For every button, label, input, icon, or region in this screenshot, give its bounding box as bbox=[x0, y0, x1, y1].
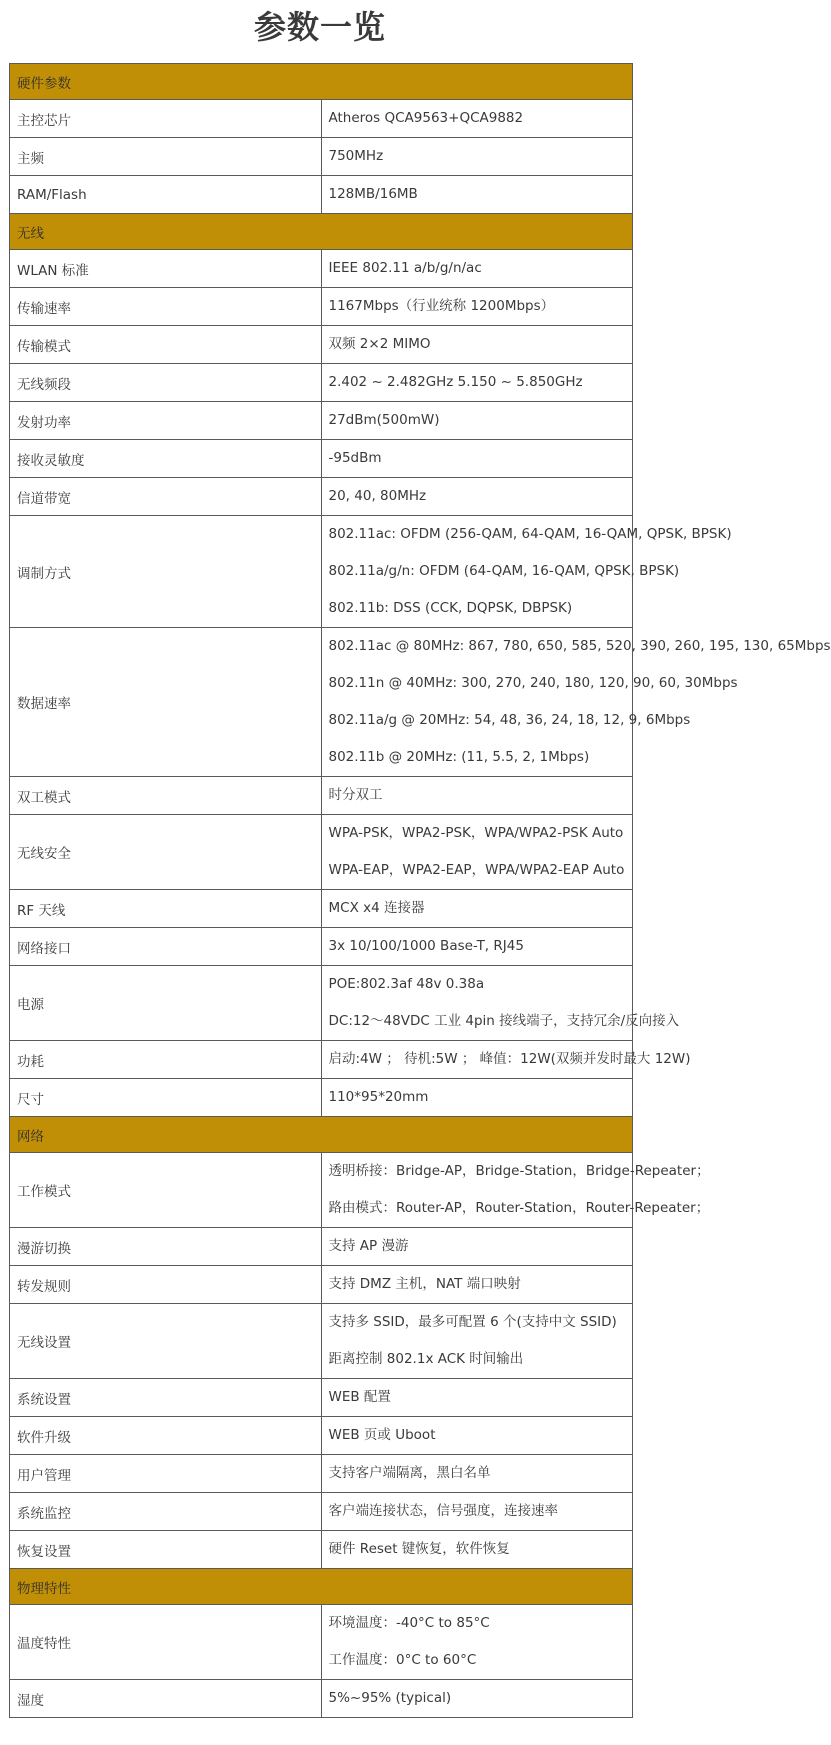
row-value bbox=[321, 1228, 633, 1266]
row-value bbox=[321, 176, 633, 214]
table-row bbox=[10, 928, 633, 966]
row-label: 系统设置 bbox=[10, 1379, 322, 1417]
table-row bbox=[10, 288, 633, 326]
row-label: 无线安全 bbox=[10, 815, 322, 890]
value-line: 工作温度：0°C to 60°C bbox=[328, 1652, 477, 1668]
table-row bbox=[10, 100, 633, 138]
row-value bbox=[321, 1680, 633, 1718]
row-value bbox=[321, 364, 633, 402]
row-label: 发射功率 bbox=[10, 402, 322, 440]
row-label: WLAN 标准 bbox=[10, 250, 322, 288]
table-row bbox=[10, 890, 633, 928]
value-line: 2.402 ~ 2.482GHz 5.150 ~ 5.850GHz bbox=[328, 374, 583, 390]
row-label: 传输模式 bbox=[10, 326, 322, 364]
value-line: 支持 DMZ 主机，NAT 端口映射 bbox=[328, 1276, 521, 1292]
row-value bbox=[321, 1079, 633, 1117]
value-line: 110*95*20mm bbox=[328, 1089, 429, 1105]
value-line: 启动:4W ； 待机:5W ； 峰值：12W(双频并发时最大 12W) bbox=[328, 1051, 691, 1067]
table-row bbox=[10, 402, 633, 440]
row-label: 软件升级 bbox=[10, 1417, 322, 1455]
value-line: 802.11ac: OFDM (256-QAM, 64-QAM, 16-QAM, QPSK, BPSK) bbox=[328, 526, 732, 542]
row-value bbox=[321, 815, 633, 890]
row-value bbox=[321, 1493, 633, 1531]
value-line: 128MB/16MB bbox=[328, 186, 418, 202]
row-label: 传输速率 bbox=[10, 288, 322, 326]
table-row bbox=[10, 1079, 633, 1117]
section-header: 物理特性 bbox=[10, 1569, 633, 1605]
row-value bbox=[321, 628, 831, 777]
row-value bbox=[321, 402, 633, 440]
value-line: 支持客户端隔离，黑白名单 bbox=[328, 1465, 491, 1481]
row-label: 恢复设置 bbox=[10, 1531, 322, 1569]
row-value bbox=[321, 138, 633, 176]
row-label: 用户管理 bbox=[10, 1455, 322, 1493]
row-label: 转发规则 bbox=[10, 1266, 322, 1304]
row-value bbox=[321, 516, 732, 628]
value-line: 750MHz bbox=[328, 148, 384, 164]
value-line: 客户端连接状态，信号强度，连接速率 bbox=[328, 1503, 558, 1519]
row-label: 主频 bbox=[10, 138, 322, 176]
value-line: 环境温度：-40°C to 85°C bbox=[328, 1615, 490, 1631]
row-label: 尺寸 bbox=[10, 1079, 322, 1117]
spec-page bbox=[0, 2, 831, 1745]
table-row bbox=[10, 1455, 633, 1493]
value-line: 802.11n @ 40MHz: 300, 270, 240, 180, 120, 90, 60, 30Mbps bbox=[328, 675, 738, 691]
row-label: 无线设置 bbox=[10, 1304, 322, 1379]
row-label: 网络接口 bbox=[10, 928, 322, 966]
value-line: 802.11b @ 20MHz: (11, 5.5, 2, 1Mbps) bbox=[328, 749, 590, 765]
row-value bbox=[321, 1379, 633, 1417]
table-row bbox=[10, 440, 633, 478]
row-value bbox=[321, 440, 633, 478]
value-line: POE:802.3af 48v 0.38a bbox=[328, 976, 485, 992]
row-label: 接收灵敏度 bbox=[10, 440, 322, 478]
row-value bbox=[321, 890, 633, 928]
row-label: RF 天线 bbox=[10, 890, 322, 928]
value-line: 双频 2×2 MIMO bbox=[328, 336, 431, 352]
table-row bbox=[10, 1228, 633, 1266]
table-row bbox=[10, 478, 633, 516]
row-value bbox=[321, 250, 633, 288]
value-line: 时分双工 bbox=[328, 787, 383, 803]
row-value bbox=[321, 1041, 691, 1079]
table-row bbox=[10, 1041, 633, 1079]
table-row bbox=[10, 1304, 633, 1379]
row-label: 电源 bbox=[10, 966, 322, 1041]
value-line: Atheros QCA9563+QCA9882 bbox=[328, 110, 524, 126]
row-value bbox=[321, 1304, 633, 1379]
spec-table bbox=[9, 63, 831, 1718]
value-line: -95dBm bbox=[328, 450, 382, 466]
table-row bbox=[10, 326, 633, 364]
row-label: 双工模式 bbox=[10, 777, 322, 815]
table-row bbox=[10, 364, 633, 402]
value-line: 802.11a/g @ 20MHz: 54, 48, 36, 24, 18, 12, 9, 6Mbps bbox=[328, 712, 691, 728]
value-line: 5%~95% (typical) bbox=[328, 1690, 452, 1706]
row-label: 主控芯片 bbox=[10, 100, 322, 138]
table-row bbox=[10, 250, 633, 288]
value-line: 路由模式：Router-AP，Router-Station，Router-Repeater； bbox=[328, 1200, 710, 1216]
table-row bbox=[10, 1266, 633, 1304]
value-line: IEEE 802.11 a/b/g/n/ac bbox=[328, 260, 482, 276]
value-line: WEB 配置 bbox=[328, 1389, 391, 1405]
section-header: 无线 bbox=[10, 214, 633, 250]
section-header: 网络 bbox=[10, 1117, 633, 1153]
row-value bbox=[321, 928, 633, 966]
value-line: DC:12～48VDC 工业 4pin 接线端子，支持冗余/反向接入 bbox=[328, 1013, 680, 1029]
row-value bbox=[321, 1455, 633, 1493]
row-value bbox=[321, 326, 633, 364]
table-row bbox=[10, 516, 633, 628]
row-label: 系统监控 bbox=[10, 1493, 322, 1531]
row-value bbox=[321, 1531, 633, 1569]
table-row bbox=[10, 1417, 633, 1455]
row-label: 无线频段 bbox=[10, 364, 322, 402]
value-line: 距离控制 802.1x ACK 时间输出 bbox=[328, 1351, 524, 1367]
row-label: 数据速率 bbox=[10, 628, 322, 777]
row-label: 功耗 bbox=[10, 1041, 322, 1079]
row-value bbox=[321, 288, 633, 326]
row-value bbox=[321, 777, 633, 815]
row-value bbox=[321, 1417, 633, 1455]
value-line: 支持 AP 漫游 bbox=[328, 1238, 409, 1254]
value-line: 3x 10/100/1000 Base-T, RJ45 bbox=[328, 938, 524, 954]
row-label: 信道带宽 bbox=[10, 478, 322, 516]
section-header-row bbox=[10, 214, 633, 250]
row-value bbox=[321, 100, 633, 138]
page-title: 参数一览 bbox=[253, 8, 386, 46]
table-row bbox=[10, 138, 633, 176]
value-line: WEB 页或 Uboot bbox=[328, 1427, 436, 1443]
section-header: 硬件参数 bbox=[10, 64, 633, 100]
row-label: 湿度 bbox=[10, 1680, 322, 1718]
table-row bbox=[10, 815, 633, 890]
table-row bbox=[10, 628, 633, 777]
table-row bbox=[10, 777, 633, 815]
value-line: 透明桥接：Bridge-AP，Bridge-Station，Bridge-Repeater； bbox=[328, 1163, 710, 1179]
table-row bbox=[10, 1379, 633, 1417]
row-label: 温度特性 bbox=[10, 1605, 322, 1680]
row-value bbox=[321, 1266, 633, 1304]
value-line: 1167Mbps（行业统称 1200Mbps） bbox=[328, 298, 555, 314]
section-header-row bbox=[10, 64, 633, 100]
value-line: WPA-PSK，WPA2-PSK，WPA/WPA2-PSK Auto bbox=[328, 825, 624, 841]
table-row bbox=[10, 1531, 633, 1569]
value-line: 27dBm(500mW) bbox=[328, 412, 440, 428]
table-row bbox=[10, 176, 633, 214]
table-row bbox=[10, 1153, 633, 1228]
row-value bbox=[321, 1605, 633, 1680]
row-value bbox=[321, 478, 633, 516]
value-line: 802.11ac @ 80MHz: 867, 780, 650, 585, 520, 390, 260, 195, 130, 65Mbps bbox=[328, 638, 831, 654]
table-row bbox=[10, 966, 633, 1041]
row-label: 调制方式 bbox=[10, 516, 322, 628]
row-label: 漫游切换 bbox=[10, 1228, 322, 1266]
row-label: RAM/Flash bbox=[10, 176, 322, 214]
value-line: 802.11b: DSS (CCK, DQPSK, DBPSK) bbox=[328, 600, 573, 616]
value-line: 802.11a/g/n: OFDM (64-QAM, 16-QAM, QPSK, BPSK) bbox=[328, 563, 680, 579]
value-line: WPA-EAP，WPA2-EAP，WPA/WPA2-EAP Auto bbox=[328, 862, 625, 878]
row-value bbox=[321, 1153, 710, 1228]
table-row bbox=[10, 1680, 633, 1718]
row-value bbox=[321, 966, 680, 1041]
value-line: 硬件 Reset 键恢复，软件恢复 bbox=[328, 1541, 510, 1557]
value-line: 支持多 SSID，最多可配置 6 个(支持中文 SSID) bbox=[328, 1314, 617, 1330]
table-row bbox=[10, 1605, 633, 1680]
table-row bbox=[10, 1493, 633, 1531]
value-line: 20, 40, 80MHz bbox=[328, 488, 427, 504]
row-label: 工作模式 bbox=[10, 1153, 322, 1228]
section-header-row bbox=[10, 1569, 633, 1605]
section-header-row bbox=[10, 1117, 633, 1153]
value-line: MCX x4 连接器 bbox=[328, 900, 425, 916]
